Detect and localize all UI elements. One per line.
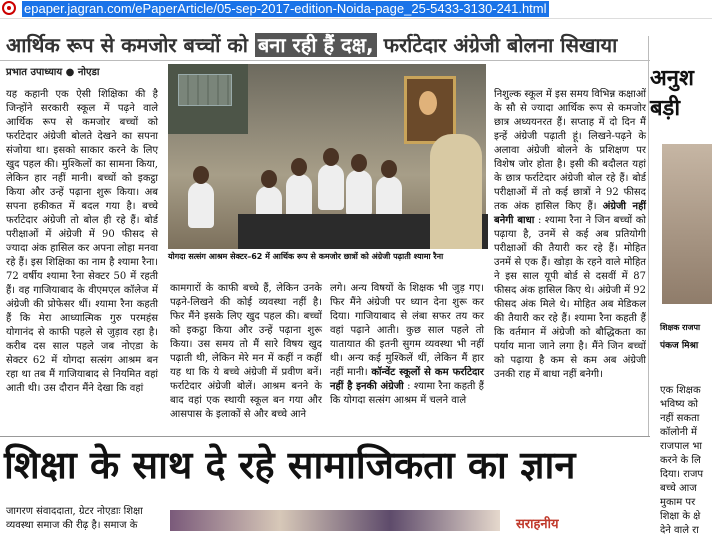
column-3-text-a: लगे। अन्य विषयों के शिक्षक भी जुड़ गए। फिर मैंने अंग्रेजी पर ध्यान देना शुरू कर दिया। गाजियाबाद से लंबा सफर तय कर वहां पढ़ाने आती। कुछ साल पहले तो यातायात की इतनी सुगम व्यवस्था भी नहीं थी। अन्य कई मुश्किलें थीं, लेकिन मैं हार नहीं मानी। bbox=[330, 283, 484, 378]
photo-board bbox=[168, 64, 248, 134]
photo-teacher bbox=[430, 134, 482, 249]
article-column-2 bbox=[170, 282, 322, 420]
column-4-text-a: निशुल्क स्कूल में इस समय विभिन्न कक्षाओं के सौ से ज्यादा आर्थिक रूप से कमजोर छात्र अध्ययनरत हैं। सप्ताह में दो दिन मैं इन्हें अंग्रेजी पढ़ाती हूं। लिखने-पढ़ने के अलावा अंग्रेजी बोलने के प्रशिक्षण पर विशेष जोर होता है। इसी की बदौलत यहां के छात्र फर्राटेदार अंग्रेजी बोल रहे हैं। बोर्ड परीक्षाओं में तो कई छात्रों ने 92 फीसद तक अंक हासिल किए हैं। bbox=[494, 89, 646, 212]
second-byline: जागरण संवाददाता, ग्रेटर नोएडाः शिक्षा व्यवस्था समाज की रीढ़ है। समाज के bbox=[6, 506, 143, 531]
headline-highlight: बना रही हैं दक्ष, bbox=[255, 33, 377, 57]
headline-part1: आर्थिक रूप से कमजोर बच्चों को bbox=[6, 33, 255, 57]
column-3-subhead: कॉन्वेंट स्कूलों से कम फर्राटेदार नहीं है इनकी अंग्रेजी bbox=[330, 367, 484, 392]
column-4-subhead: अंग्रेजी नहीं बनेगी बाधा bbox=[494, 201, 646, 226]
article-column-4 bbox=[494, 88, 646, 414]
section-rule bbox=[0, 436, 650, 437]
side-photo-caption: शिक्षक राजपा bbox=[660, 323, 701, 332]
column-1-text: यह कहानी एक ऐसी शिक्षिका की है जिन्होंने सरकारी स्कूल में पढ़ने वाले आर्थिक रूप से कमजोर बच्चों को फर्राटेदार अंग्रेजी बोलते देखने का सपना संजोया था। इसको साकार करने के लिए खुद पहल की। मुश्किलों का सामना किया, लेकिन हार नहीं मानी। बच्चों को इकट्ठा किया और उन्हें पढ़ाना शुरू किया। अब सपना हकीकत में बदल गया है। बच्चे फर्राटेदार अंग्रेजी तो बोल ही रहे हैं। बोर्ड परीक्षाओं में अंग्रेजी में 90 फीसद से ज्यादा अंक हासिल कर अपना लोहा मनवा रहे हैं। इस शिक्षिका का नाम है श्यामा रैना। 72 वर्षीय श्यामा रैना सेक्टर 50 में रहती हैं। वह गाजियाबाद के वीएमएल कॉलेज में अंग्रेजी की प्रोफेसर थीं। श्यामा रैना कहती हैं कि मेरा आध्यात्मिक गुरु परमहंस योगानंद से काफी पहले से जुड़ाव रहा है। करीब दस साल पहले जब नोएडा के सेक्टर 62 में योगदा सत्संग आश्रम बन रहा था तब मैं गाजियाबाद से नियमित वहां आती थी। उस दौरान मैंने देखा कि वहां bbox=[6, 89, 158, 394]
side-photo bbox=[662, 144, 712, 304]
column-divider bbox=[648, 36, 649, 436]
side-article bbox=[650, 64, 712, 394]
site-icon bbox=[2, 1, 16, 15]
headline-part2: फर्राटेदार अंग्रेजी बोलना सिखाया bbox=[376, 33, 618, 57]
side-article-text: एक शिक्षक भविष्य को नहीं सकता कॉलोनी में राजपाल भा करने के लि दिया। राजप बच्चे आज मुकाम पर शिक्षा के क्षे देने वाले रा bbox=[660, 385, 704, 536]
url-text[interactable]: epaper.jagran.com/ePaperArticle/05-sep-2017-edition-Noida-page_25-5433-3130-241.html bbox=[24, 1, 547, 16]
photo-caption: योगदा सत्संग आश्रम सेक्टर–62 में आर्थिक रूप से कमजोर छात्रों को अंग्रेजी पढ़ाती श्यामा रैना bbox=[168, 252, 444, 261]
article-photo bbox=[168, 64, 486, 249]
side-headline-line2: बड़ी bbox=[650, 96, 681, 121]
second-photo bbox=[170, 510, 500, 531]
column-2-text: कामगारों के काफी बच्चे हैं, लेकिन उनके पढ़ने-लिखने की कोई व्यवस्था नहीं है। फिर मैंने इसके लिए खुद पहल की। बच्चों को इकट्ठा किया और उन्हें पढ़ाना शुरू किया। उस समय तो मैं सारे विषय खुद पढ़ाती थी, लेकिन मेरे मन में कहीं न कहीं यह था कि ये बच्चे अंग्रेजी में प्रवीण बनें। फर्राटेदार अंग्रेजी बोलें। आश्रम बनने के बाद वहां एक स्थायी स्कूल बन गया और आसपास के इलाकों से और बच्चे आने bbox=[170, 283, 322, 420]
article-headline bbox=[6, 32, 646, 58]
article-byline: प्रभात उपाध्याय ● नोएडा bbox=[6, 67, 100, 78]
second-label: सराहनीय bbox=[516, 517, 559, 532]
epaper-page bbox=[0, 20, 712, 536]
article-column-1 bbox=[6, 88, 158, 400]
side-byline: पंकज मिश्रा bbox=[660, 341, 699, 351]
article-column-3 bbox=[330, 282, 484, 407]
side-headline-line1: अनुश bbox=[650, 66, 694, 91]
column-4-text-b: : श्यामा रैना ने जिन बच्चों को पढ़ाया है, उनमें से कई अब प्रतियोगी परीक्षाओं की तैयारी कर रहे हैं। मोहित उनमें से एक हैं। खोड़ा के रहने वाले मोहित ने इस साल यूपी बोर्ड से दसवीं में 87 फीसद अंक हासिल किए थे। अंग्रेजी में 92 फीसद अंक मिले थे। मोहित अब मेडिकल की तैयारी कर रहे हैं। श्यामा रैना कहती हैं कि वर्तमान में अंग्रेजी को बौद्धिकता का पर्याय माना जाने लगा है। मैंने जिन बच्चों को पढ़ाया है कम से कम अब अंग्रेजी उनकी राह में बाधा नहीं बनेगी। bbox=[494, 215, 646, 380]
second-headline: शिक्षा के साथ दे रहे सामाजिकता का ज्ञान bbox=[4, 443, 576, 487]
address-bar[interactable] bbox=[0, 0, 712, 19]
headline-rule bbox=[0, 60, 650, 61]
column-3-text-b: : श्यामा रैना कहती हैं कि योगदा सत्संग आश्रम में चलने वाले bbox=[330, 381, 484, 406]
